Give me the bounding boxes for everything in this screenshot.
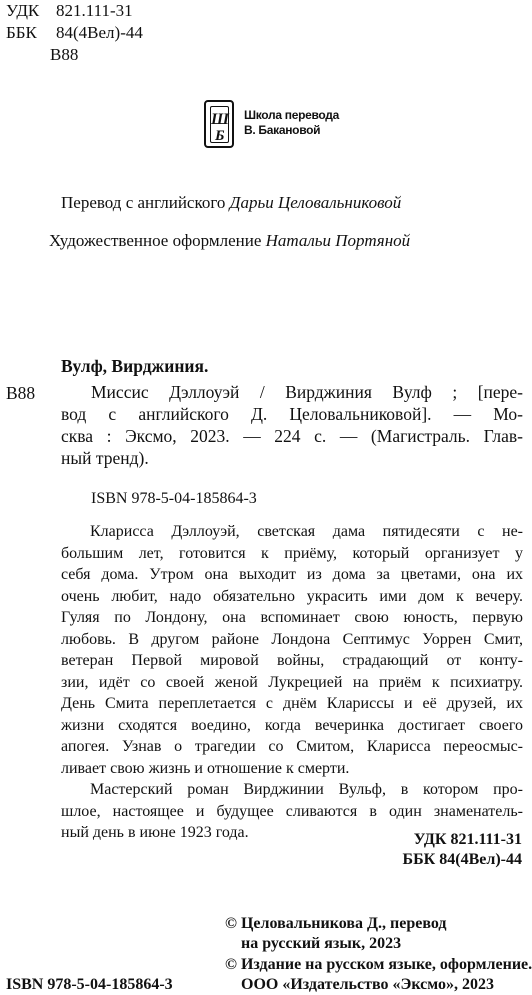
footer-isbn: ISBN 978-5-04-185864-3: [6, 976, 173, 993]
logo-emblem: [204, 100, 234, 148]
bib-line: сква : Эксмо, 2023. — 224 с. — (Магистраль. Глав-: [61, 426, 523, 446]
artist-name: Натальи Портяной: [265, 231, 411, 250]
author-code: В88: [50, 45, 79, 64]
svg-text:Б: Б: [215, 128, 225, 144]
annotation-line: ливает свою жизнь и отношение к смерти.: [61, 759, 350, 777]
annotation-line: Мастерский роман Вирджинии Вульф, в котором про-: [90, 781, 523, 798]
annotation: [61, 521, 523, 844]
annotation-line: любовь. В другом районе Лондона Септимус Уоррен Смит,: [61, 630, 523, 648]
translation-prefix: Перевод с английского: [61, 193, 226, 212]
bbk-header-line: [6, 22, 143, 44]
translator-name: Дарьи Целовальниковой: [229, 193, 402, 212]
bib-line: вод с английского Д. Целовальниковой]. — Мо-: [61, 404, 523, 424]
bbk-code-bottom: ББК 84(4Вел)-44: [402, 851, 522, 868]
annotation-line: жизни сходятся воедино, когда вечеринка достигает своего: [61, 716, 523, 734]
logo-line2: В. Бакановой: [244, 123, 321, 137]
annotation-line: ветеран Первой мировой войны, страдающий от конту-: [61, 652, 523, 669]
isbn-line: ISBN 978-5-04-185864-3: [91, 490, 257, 507]
annotation-line: Гуляя по Лондону, она вспоминает свою юность, первую: [61, 609, 523, 626]
annotation-line: себя дома. Утром она выходит из дома за цветами, она их: [61, 566, 523, 583]
udk-key: УДК: [6, 1, 40, 20]
translation-credit: [61, 192, 401, 214]
logo-text: [244, 108, 339, 138]
annotation-line: шлое, настоящее и будущее сливаются в один знаменатель-: [61, 802, 523, 820]
copyright-publisher: ООО «Издательство «Эксмо», 2023: [241, 976, 494, 993]
bbk-key: ББК: [6, 23, 37, 42]
udk-value: 821.111-31: [56, 1, 133, 20]
logo-line1: Школа перевода: [244, 108, 339, 122]
publisher-logo: [204, 100, 354, 150]
annotation-line: апогея. Узнав о трагедии со Смитом, Кларисса переосмыс-: [61, 738, 523, 755]
annotation-line: зии, идёт со своей женой Лукрецией на приём к психиатру.: [61, 673, 523, 691]
bib-line: ный тренд).: [61, 448, 149, 468]
annotation-line: Кларисса Дэллоуэй, светская дама пятидесяти с не-: [90, 523, 523, 540]
art-credit: [49, 230, 410, 252]
copyright-translation: © Целовальникова Д., перевод: [225, 915, 447, 932]
bbk-value: 84(4Вел)-44: [56, 23, 143, 42]
annotation-line: очень любит, надо обязательно украсить ими дом к вечеру.: [61, 587, 523, 605]
art-prefix: Художественное оформление: [49, 231, 262, 250]
udk-header-line: [6, 0, 133, 22]
author-heading: Вулф, Вирджиния.: [61, 356, 209, 376]
udk-code-bottom: УДК 821.111-31: [413, 831, 522, 848]
copyright-translation-cont: на русский язык, 2023: [241, 935, 402, 952]
svg-text:Ш: Ш: [211, 111, 230, 128]
bibliographic-description: [61, 381, 523, 469]
annotation-line: ный день в июне 1923 года.: [61, 824, 249, 841]
annotation-line: День Смита переплетается с днём Клариссы и её друзей, их: [61, 695, 523, 712]
copyright-edition: © Издание на русском языке, оформление.: [225, 956, 532, 973]
annotation-line: большим лет, готовится к приёму, который организует у: [61, 544, 523, 562]
bib-line: Миссис Дэллоуэй / Вирджиния Вулф ; [пере-: [91, 382, 523, 402]
side-author-code: В88: [6, 383, 36, 403]
logo-monogram-icon: [206, 102, 231, 145]
